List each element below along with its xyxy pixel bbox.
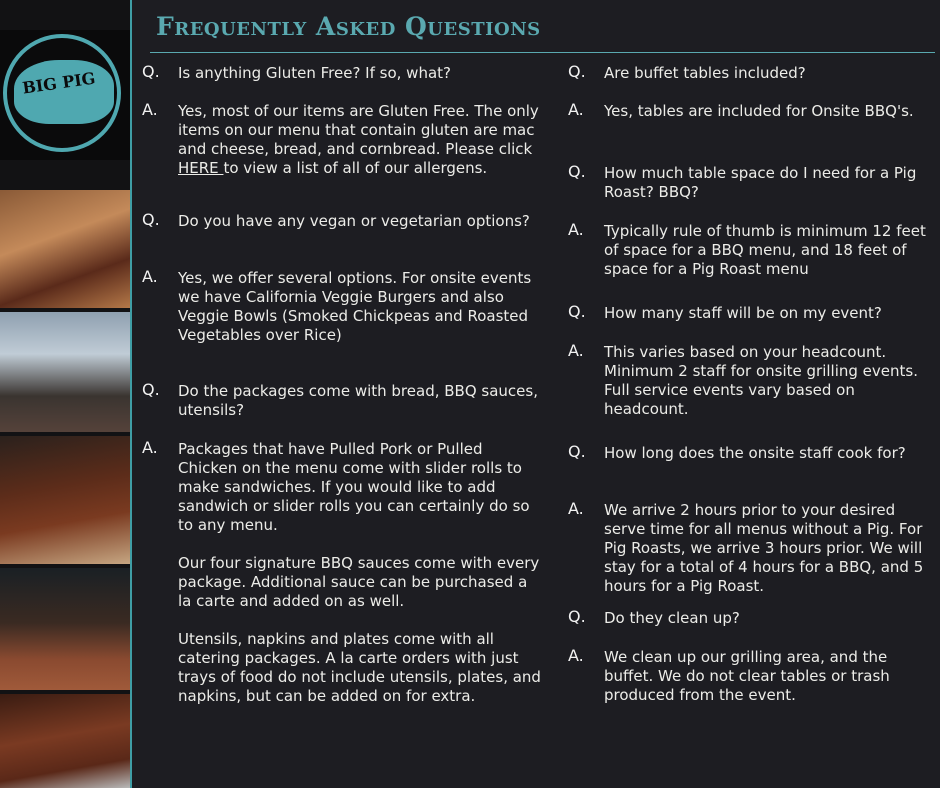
- answer-text: This varies based on your headcount. Minimum 2 staff for onsite grilling events. Full service events vary based on headcount.: [604, 343, 918, 418]
- q-marker: Q.: [142, 62, 160, 81]
- photo-ribs-cutting: [0, 190, 130, 308]
- q-marker: Q.: [142, 380, 160, 399]
- q-marker: Q.: [568, 607, 586, 626]
- q-marker: Q.: [568, 442, 586, 461]
- question-text: Do they clean up?: [604, 609, 740, 627]
- answer-text: Yes, tables are included for Onsite BBQ's.: [604, 102, 914, 120]
- photo-ribs-stack: [0, 436, 130, 564]
- answer-text: We arrive 2 hours prior to your desired serve time for all menus without a Pig. For Pig Roasts, we arrive 3 hours prior. We will stay for a total of 4 hours for a BBQ, and 5 hours for a Pig Roast.: [604, 501, 924, 595]
- a-marker: A.: [568, 220, 584, 239]
- logo-text: BIG PIG: [21, 68, 97, 98]
- q-marker: Q.: [568, 162, 586, 181]
- question-text: Do the packages come with bread, BBQ sauces, utensils?: [178, 382, 538, 419]
- title-divider: [150, 52, 935, 53]
- answer-paragraph: Our four signature BBQ sauces come with every package. Additional sauce can be purchased a la carte and added on as well.: [178, 554, 540, 610]
- a-marker: A.: [568, 646, 584, 665]
- page-title: Frequently Asked Questions: [156, 12, 541, 41]
- answer-text-part: Yes, most of our items are Gluten Free. The only items on our menu that contain gluten are mac and cheese, bread, and cornbread. Please click: [178, 102, 539, 158]
- a-marker: A.: [568, 341, 584, 360]
- allergens-link[interactable]: HERE: [178, 159, 224, 177]
- question-text: How many staff will be on my event?: [604, 304, 882, 322]
- sidebar-divider: [130, 0, 132, 788]
- a-marker: A.: [568, 100, 584, 119]
- sidebar: [0, 0, 130, 788]
- answer-paragraph: Utensils, napkins and plates come with all catering packages. A la carte orders with just trays of food do not include utensils, plates, and napkins, but can be added on for extra.: [178, 630, 541, 705]
- a-marker: A.: [142, 438, 158, 457]
- photo-meat-tray: [0, 694, 130, 788]
- a-marker: A.: [568, 499, 584, 518]
- photo-grill-staff: [0, 312, 130, 432]
- q-marker: Q.: [142, 210, 160, 229]
- answer-paragraph: Packages that have Pulled Pork or Pulled Chicken on the menu come with slider rolls to make sandwiches. If you would like to add sandwich or slider rolls you can certainly do so to any menu.: [178, 440, 530, 534]
- question-text: Is anything Gluten Free? If so, what?: [178, 64, 451, 82]
- answer-text: [178, 102, 542, 178]
- question-text: How much table space do I need for a Pig Roast? BBQ?: [604, 164, 917, 201]
- question-text: Are buffet tables included?: [604, 64, 806, 82]
- question-text: How long does the onsite staff cook for?: [604, 444, 906, 462]
- answer-text: [178, 440, 542, 706]
- answer-text: Yes, we offer several options. For onsite events we have California Veggie Burgers and also Veggie Bowls (Smoked Chickpeas and Roasted Vegetables over Rice): [178, 269, 532, 344]
- answer-text: Typically rule of thumb is minimum 12 feet of space for a BBQ menu, and 18 feet of space for a Pig Roast menu: [604, 222, 926, 278]
- q-marker: Q.: [568, 62, 586, 81]
- a-marker: A.: [142, 267, 158, 286]
- photo-brisket-slicing: [0, 568, 130, 690]
- a-marker: A.: [142, 100, 158, 119]
- answer-text-part: to view a list of all of our allergens.: [223, 159, 488, 177]
- answer-text: We clean up our grilling area, and the buffet. We do not clear tables or trash produced from the event.: [604, 648, 890, 704]
- q-marker: Q.: [568, 302, 586, 321]
- question-text: Do you have any vegan or vegetarian options?: [178, 212, 530, 230]
